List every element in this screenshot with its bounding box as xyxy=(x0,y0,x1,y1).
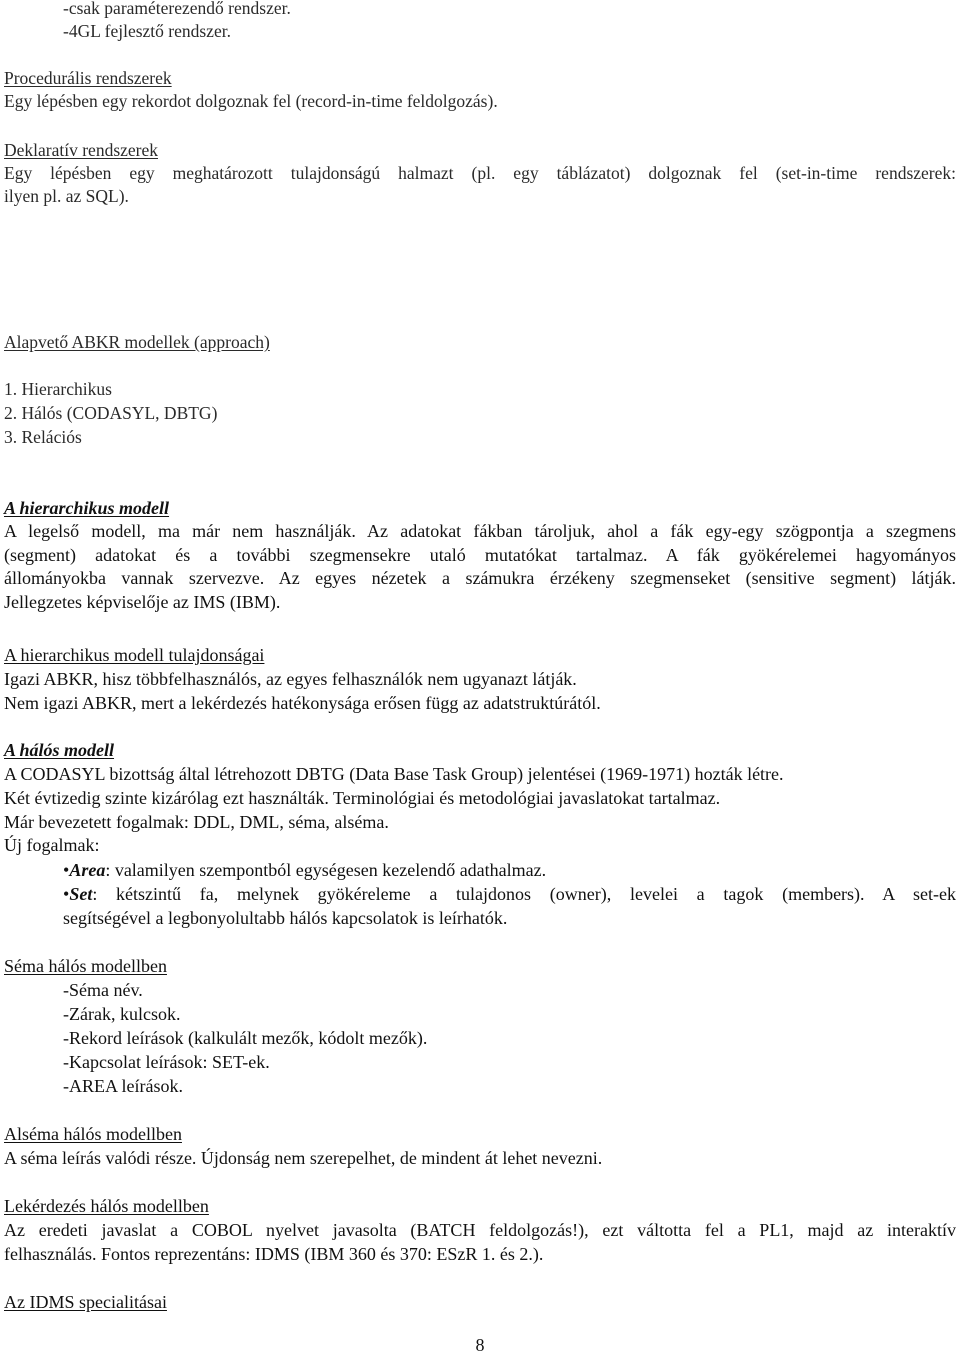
bullet-glyph: • xyxy=(63,884,70,904)
text-line: Az eredeti javaslat a COBOL nyelvet javasolta (BATCH feldolgozás!), ezt váltotta fel a PL1, majd az interaktív xyxy=(4,1220,956,1240)
term-definition: : valamilyen szempontból egységesen kezelendő adathalmaz. xyxy=(105,860,547,880)
text-line: Két évtizedig szinte kizárólag ezt használták. Terminológiai és metodológiai javaslatokat tartalmaz. xyxy=(4,788,721,808)
term-area: Area xyxy=(69,860,106,880)
section-heading: Séma hálós modellben xyxy=(4,956,167,976)
bullet-glyph: • xyxy=(63,860,70,880)
section-heading: Alapvető ABKR modellek (approach) xyxy=(4,332,270,352)
list-item: -Kapcsolat leírások: SET-ek. xyxy=(63,1052,270,1072)
text-line: A CODASYL bizottság által létrehozott DBTG (Data Base Task Group) jelentései (1969-1971) hozták létre. xyxy=(4,764,784,784)
text-line: Nem igazi ABKR, mert a lekérdezés hatékonysága erősen függ az adatstruktúrától. xyxy=(4,693,601,713)
text-line: A legelső modell, ma már nem használják. Az adatokat fákban tároljuk, ahol a fák egy-egy szögpontja a szegmens xyxy=(4,521,956,541)
text-line: Már bevezetett fogalmak: DDL, DML, séma, alséma. xyxy=(4,812,389,832)
section-heading: A hierarchikus modell xyxy=(4,498,170,518)
section-heading: A hierarchikus modell tulajdonságai xyxy=(4,645,265,665)
list-item: -Zárak, kulcsok. xyxy=(63,1004,181,1024)
section-heading: A hálós modell xyxy=(4,740,115,760)
text-line: Egy lépésben egy rekordot dolgoznak fel (record-in-time feldolgozás). xyxy=(4,91,498,111)
section-heading: Lekérdezés hálós modellben xyxy=(4,1196,209,1216)
section-heading: Az IDMS specialitásai xyxy=(4,1292,167,1312)
list-item: 2. Hálós (CODASYL, DBTG) xyxy=(4,403,218,423)
term-set: Set xyxy=(69,884,93,904)
text-line: A séma leírás valódi része. Újdonság nem szerepelhet, de mindent át lehet nevezni. xyxy=(4,1148,603,1168)
list-item: -Rekord leírások (kalkulált mezők, kódolt mezők). xyxy=(63,1028,428,1048)
text-line: -csak paraméterezendő rendszer. xyxy=(63,0,291,18)
text-line: segítségével a legbonyolultabb hálós kapcsolatok is leírhatók. xyxy=(63,908,508,928)
text-line: Egy lépésben egy meghatározott tulajdonságú halmazt (pl. egy táblázatot) dolgoznak fel (set-in-time rendszerek: xyxy=(4,163,956,183)
bullet-item xyxy=(63,883,956,905)
list-item: 3. Relációs xyxy=(4,427,82,447)
section-heading: Deklaratív rendszerek xyxy=(4,140,159,160)
list-item: 1. Hierarchikus xyxy=(4,379,112,399)
term-definition: : kétszintű fa, melynek gyökéreleme a tulajdonos (owner), levelei a tagok (members). A set-ek xyxy=(92,884,956,904)
text-line: ilyen pl. az SQL). xyxy=(4,186,129,206)
text-line: Igazi ABKR, hisz többfelhasználós, az egyes felhasználók nem ugyanazt látják. xyxy=(4,669,577,689)
text-line: Jellegzetes képviselője az IMS (IBM). xyxy=(4,592,281,612)
section-heading: Procedurális rendszerek xyxy=(4,68,172,88)
text-line: állományokba vannak szervezve. Az egyes nézetek a számukra érzékeny szegmenseket (sensitive segment) látják. xyxy=(4,568,956,588)
list-item: -AREA leírások. xyxy=(63,1076,183,1096)
list-item: -Séma név. xyxy=(63,980,143,1000)
text-line: -4GL fejlesztő rendszer. xyxy=(63,21,231,41)
text-line: (segment) adatokat és a további szegmensekre utaló mutatókat tartalmaz. A fák gyökérelemei hagyományos xyxy=(4,545,956,565)
page-number: 8 xyxy=(475,1335,485,1355)
section-heading: Alséma hálós modellben xyxy=(4,1124,182,1144)
bullet-item xyxy=(63,859,546,881)
text-line: felhasználás. Fontos reprezentáns: IDMS (IBM 360 és 370: ESzR 1. és 2.). xyxy=(4,1244,544,1264)
text-line: Új fogalmak: xyxy=(4,835,100,855)
